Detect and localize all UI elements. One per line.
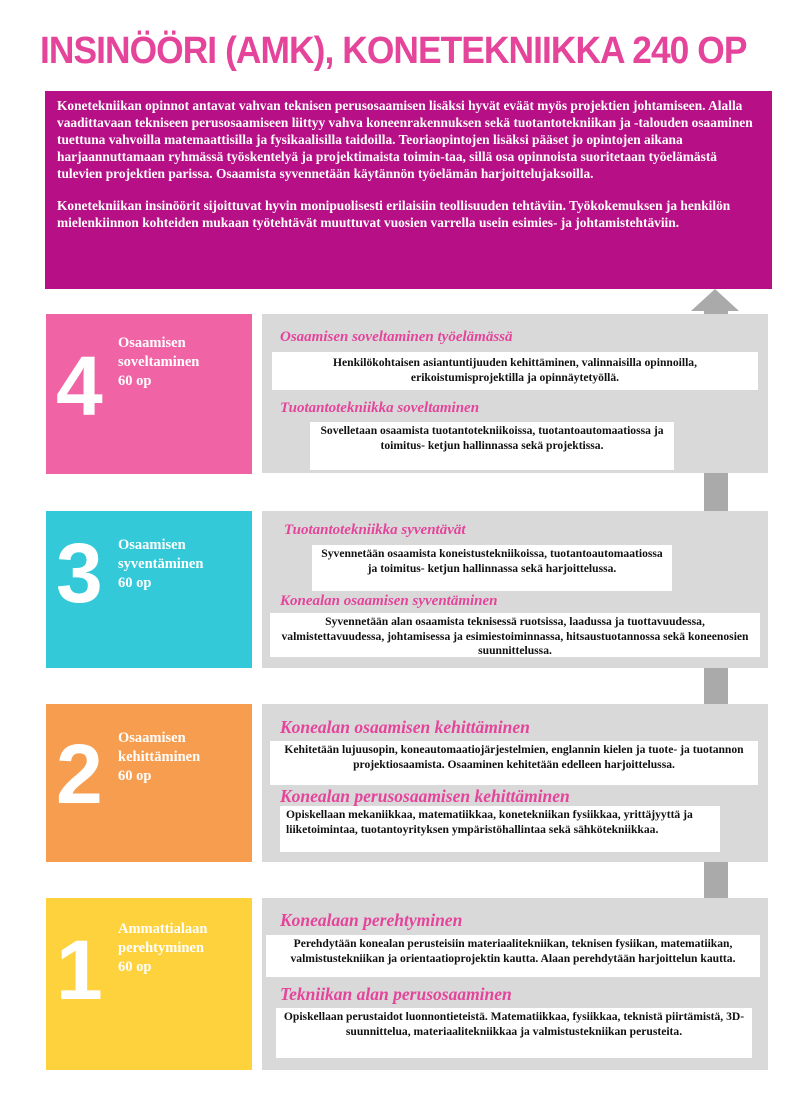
section-text: Syvennetään alan osaamista teknisessä ruotsissa, laadussa ja tuottavuudessa, valmistettavuudessa, johtamisessa ja esimiestoiminnassa, hitsaustuotannossa sekä koneenosien suunnittelussa. — [270, 613, 760, 657]
connector-2-1 — [704, 862, 728, 898]
step-label: Osaamisen syventäminen 60 op — [118, 537, 204, 591]
step-4-block — [46, 314, 252, 474]
connector-4-3 — [704, 473, 728, 511]
step-1-panel — [262, 898, 768, 1070]
step-3-panel — [262, 511, 768, 668]
section-heading: Tuotantotekniikka soveltaminen — [280, 400, 480, 416]
step-2-block — [46, 704, 252, 862]
section-text: Henkilökohtaisen asiantuntijuuden kehittäminen, valinnaisilla opinnoilla, erikoistumisprojektilla ja opinnäytetyöllä. — [272, 352, 758, 390]
section-text: Sovelletaan osaamista tuotantotekniikoissa, tuotantoautomaatiossa ja toimitus- ketjun hallinnassa sekä projektissa. — [310, 422, 674, 470]
section-text: Syvennetään osaamista koneistustekniikoissa, tuotantoautomaatiossa ja toimitus- ketjun hallinnassa sekä harjoittelussa. — [312, 545, 672, 591]
step-label: Osaamisen soveltaminen 60 op — [118, 335, 200, 389]
section-heading: Konealan osaamisen syventäminen — [280, 593, 498, 609]
section-heading: Osaamisen soveltaminen työelämässä — [280, 329, 513, 345]
section-heading: Konealan osaamisen kehittäminen — [280, 717, 530, 737]
intro-paragraph-2: Konetekniikan insinöörit sijoittuvat hyvin monipuolisesti erilaisiin teollisuuden tehtäviin. Työkokemuksen ja henkilön mielenkiinnon kohteiden mukaan työtehtävät muuttuvat vuosien varrella usein esimies- ja johtamistehtäviin. — [57, 198, 731, 230]
section-heading: Konealaan perehtyminen — [280, 910, 463, 930]
step-1-block — [46, 898, 252, 1070]
step-label: Ammattialaan perehtyminen 60 op — [118, 921, 208, 975]
step-4-panel — [262, 314, 768, 473]
step-number: 4 — [56, 339, 103, 433]
up-arrow-icon — [691, 289, 739, 311]
step-3-block — [46, 511, 252, 668]
intro-box — [45, 91, 772, 289]
step-2-panel — [262, 704, 768, 862]
section-heading: Tuotantotekniikka syventävät — [284, 522, 466, 538]
section-text: Opiskellaan mekaniikkaa, matematiikkaa, konetekniikan fysiikkaa, yrittäjyyttä ja liiketoimintaa, tuotantoyrityksen ympäristöhallintaa sekä sähkötekniikkaa. — [280, 806, 720, 852]
step-number: 2 — [56, 727, 103, 821]
step-number: 1 — [56, 923, 103, 1017]
section-text: Kehitetään lujuusopin, koneautomaatiojärjestelmien, englannin kielen ja tuote- ja tuotannon projektiosaamista. Osaaminen kehitetään edelleen harjoittelussa. — [270, 741, 758, 785]
section-text: Perehdytään konealan perusteisiin materiaalitekniikan, teknisen fysiikan, matematiikan, valmistustekniikan ja orientaatioprojektin kautta. Alaan perehdytään harjoittelun kautta. — [266, 935, 760, 977]
step-number: 3 — [56, 526, 103, 620]
connector-3-2 — [704, 668, 728, 704]
section-heading: Konealan perusosaamisen kehittäminen — [280, 786, 570, 806]
section-text: Opiskellaan perustaidot luonnontieteistä. Matematiikkaa, fysiikkaa, teknistä piirtämistä, 3D-suunnittelua, materiaalitekniikkaa ja valmistustekniikan perusteita. — [276, 1008, 752, 1058]
step-label: Osaamisen kehittäminen 60 op — [118, 730, 201, 784]
section-heading: Tekniikan alan perusosaaminen — [280, 984, 512, 1004]
intro-paragraph-1: Konetekniikan opinnot antavat vahvan teknisen perusosaamisen lisäksi hyvät eväät myös projektien johtamiseen. Alalla vaadittavaan tekniseen perusosaamiseen liittyy vahva koneenrakennuksen sekä tuotantotekniikan ja -talouden osaaminen tuettuna vahvoilla matemaattisilla ja fysikaalisilla taidoilla. Teoriaopintojen lisäksi pääset jo opintojen aikana harjaannuttamaan ryhmässä työskentelyä ja projektimaista toimin-taa, sillä osa opinnoista suoritetaan työelämästä tulevien projektien parissa. Osaamista syvennetään käytännön työelämän harjoittelujaksoilla. — [57, 98, 753, 181]
page-title: INSINÖÖRI (AMK), KONETEKNIIKKA 240 OP — [40, 30, 747, 72]
